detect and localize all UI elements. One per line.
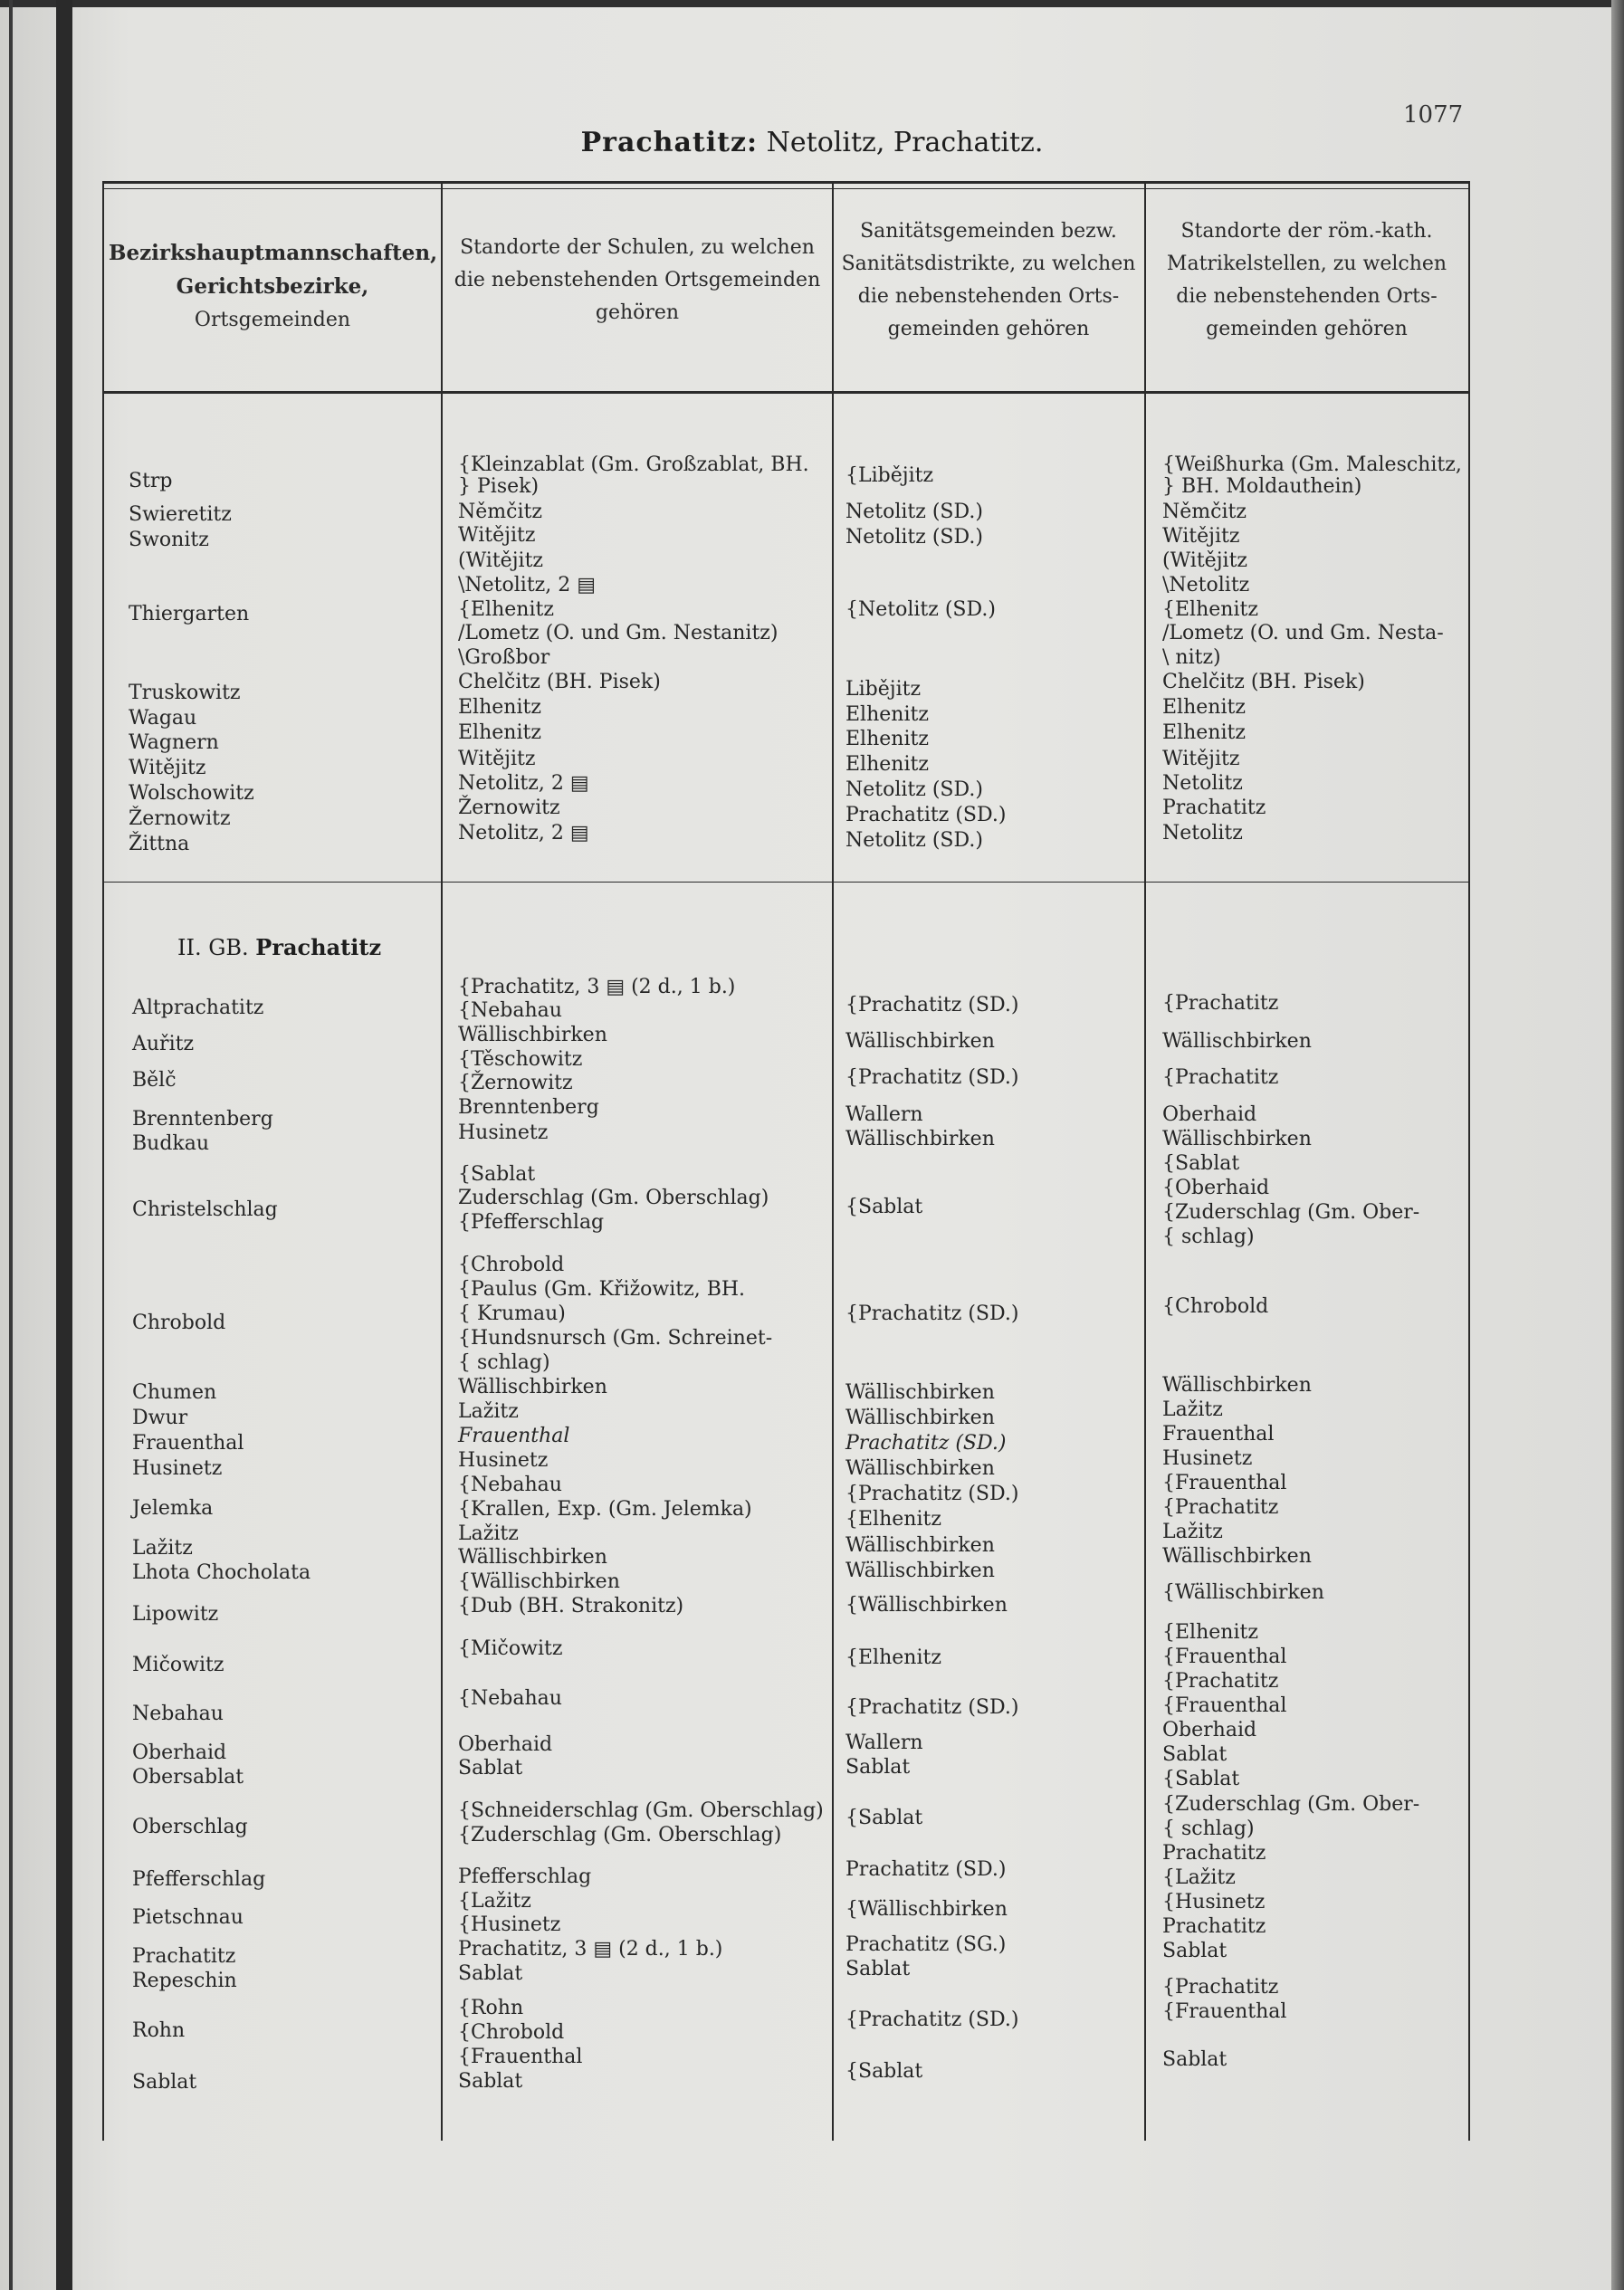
- cell-c2-19: Wällischbirken: [845, 1407, 995, 1429]
- cell-c3-45: {Lažitz: [1162, 1866, 1236, 1889]
- cell-c1-51: Sablat: [458, 1962, 523, 1985]
- cell-c3-49: {Prachatitz: [1162, 1976, 1279, 1999]
- cell-c1-26: {Chrobold: [458, 1254, 565, 1276]
- column-rule-3: [1144, 181, 1146, 2141]
- cell-c2-8: Netolitz (SD.): [845, 778, 983, 801]
- cell-c2-5: Elhenitz: [845, 703, 929, 726]
- cell-c2-13: {Prachatitz (SD.): [845, 1066, 1019, 1089]
- column-rule-1: [441, 181, 443, 2141]
- cell-c2-37: {Sablat: [845, 2060, 923, 2083]
- cell-c1-17: {Nebahau: [458, 999, 562, 1022]
- cell-c3-27: Lažitz: [1162, 1398, 1223, 1421]
- header-0-line-2: Gerichtsbezirke,: [176, 274, 369, 299]
- cell-c0-20: Frauenthal: [132, 1432, 244, 1455]
- cell-c3-5: \Netolitz: [1162, 574, 1250, 596]
- cell-c0-36: Sablat: [132, 2071, 197, 2094]
- cell-c2-14: Wallern: [845, 1103, 923, 1126]
- cell-c1-1: } Pisek): [458, 475, 540, 498]
- header-2-line-1: Sanitätsgemeinden bezw.: [860, 220, 1117, 243]
- table-top-rule-thin: [102, 188, 1469, 189]
- cell-c3-21: {Sablat: [1162, 1152, 1240, 1175]
- header-0-line-1: Bezirkshauptmannschaften,: [109, 241, 438, 265]
- cell-c1-15: Netolitz, 2 ▤: [458, 822, 589, 844]
- cell-c1-23: {Sablat: [458, 1163, 536, 1186]
- cell-c3-19: Oberhaid: [1162, 1103, 1257, 1126]
- scan-edge-left-thin: [9, 0, 13, 2290]
- cell-c2-31: {Sablat: [845, 1807, 923, 1829]
- cell-c0-33: Prachatitz: [132, 1945, 236, 1968]
- cell-c3-18: {Prachatitz: [1162, 1066, 1279, 1089]
- header-3-line-2: Matrikelstellen, zu welchen: [1166, 253, 1447, 275]
- cell-c2-20: Prachatitz (SD.): [845, 1432, 1007, 1455]
- cell-c1-0: {Kleinzablat (Gm. Großzablat, BH.: [458, 453, 809, 476]
- cell-c3-32: Lažitz: [1162, 1521, 1223, 1543]
- cell-c1-4: (Witějitz: [458, 549, 543, 572]
- cell-c2-23: {Elhenitz: [845, 1508, 941, 1531]
- cell-c1-30: { schlag): [458, 1351, 550, 1374]
- cell-c1-25: {Pfefferschlag: [458, 1211, 605, 1234]
- cell-c1-10: Elhenitz: [458, 696, 541, 719]
- cell-c3-38: {Frauenthal: [1162, 1694, 1287, 1717]
- cell-c0-31: Pfefferschlag: [132, 1868, 266, 1891]
- table-top-rule: [102, 181, 1469, 184]
- cell-c2-4: Liběјitz: [845, 678, 922, 701]
- cell-c0-26: Mičowitz: [132, 1654, 224, 1676]
- header-3-line-4: gemeinden gehören: [1206, 318, 1408, 340]
- cell-c3-7: /Lometz (O. und Gm. Nesta-: [1162, 622, 1444, 644]
- page-number: 1077: [1403, 101, 1464, 129]
- cell-c3-51: Sablat: [1162, 2048, 1228, 2071]
- cell-c1-48: {Lažitz: [458, 1890, 531, 1913]
- cell-c1-55: Sablat: [458, 2070, 523, 2093]
- cell-c1-3: Witějitz: [458, 524, 536, 547]
- cell-c3-43: { schlag): [1162, 1818, 1255, 1840]
- cell-c3-2: Němčitz: [1162, 501, 1247, 523]
- header-3-line-1: Standorte der röm.-kath.: [1180, 220, 1433, 243]
- cell-c0-4: Truskowitz: [129, 682, 241, 704]
- cell-c1-21: Brenntenberg: [458, 1096, 599, 1119]
- cell-c0-18: Chumen: [132, 1381, 217, 1404]
- cell-c3-23: {Zuderschlag (Gm. Ober-: [1162, 1201, 1420, 1224]
- cell-c3-10: Elhenitz: [1162, 696, 1246, 719]
- cell-c0-27: Nebahau: [132, 1703, 224, 1725]
- cell-c2-9: Prachatitz (SD.): [845, 804, 1007, 826]
- cell-c0-34: Repeschin: [132, 1970, 237, 1992]
- cell-c2-0: {Liběјitz: [845, 464, 934, 487]
- cell-c2-30: Sablat: [845, 1756, 911, 1779]
- cell-c3-44: Prachatitz: [1162, 1842, 1266, 1865]
- cell-c3-46: {Husinetz: [1162, 1891, 1266, 1913]
- cell-c2-22: {Prachatitz (SD.): [845, 1483, 1019, 1505]
- cell-c2-26: {Wällischbirken: [845, 1594, 1008, 1617]
- cell-c1-32: Lažitz: [458, 1400, 519, 1423]
- cell-c1-16: {Prachatitz, 3 ▤ (2 d., 1 b.): [458, 976, 736, 998]
- cell-c1-20: {Žernowitz: [458, 1072, 573, 1094]
- cell-c1-46: {Zuderschlag (Gm. Oberschlag): [458, 1824, 782, 1846]
- cell-c2-1: Netolitz (SD.): [845, 501, 983, 523]
- cell-c1-18: Wällischbirken: [458, 1024, 607, 1046]
- cell-c3-30: {Frauenthal: [1162, 1472, 1287, 1494]
- cell-c1-7: /Lometz (O. und Gm. Nestanitz): [458, 622, 779, 644]
- cell-c1-13: Netolitz, 2 ▤: [458, 772, 589, 795]
- cell-c3-9: Chelčitz (BH. Pisek): [1162, 671, 1365, 693]
- column-rule-left: [102, 181, 104, 2141]
- cell-c1-49: {Husinetz: [458, 1913, 561, 1936]
- cell-c2-21: Wällischbirken: [845, 1457, 995, 1480]
- cell-c0-7: Witějitz: [129, 757, 206, 779]
- cell-c3-16: {Prachatitz: [1162, 992, 1279, 1015]
- cell-c1-36: {Krallen, Exp. (Gm. Jelemka): [458, 1498, 752, 1521]
- cell-c3-47: Prachatitz: [1162, 1915, 1266, 1938]
- section-prefix: II. GB.: [177, 935, 256, 960]
- cell-c2-35: Sablat: [845, 1958, 911, 1980]
- cell-c2-34: Prachatitz (SG.): [845, 1933, 1007, 1956]
- cell-c0-5: Wagau: [129, 707, 197, 730]
- cell-c0-3: Thiergarten: [129, 603, 250, 625]
- scan-edge-left: [56, 0, 72, 2290]
- cell-c1-11: Elhenitz: [458, 721, 541, 744]
- cell-c3-25: {Chrobold: [1162, 1295, 1269, 1318]
- column-rule-2: [832, 181, 834, 2141]
- cell-c1-54: {Frauenthal: [458, 2046, 583, 2068]
- cell-c2-2: Netolitz (SD.): [845, 526, 983, 549]
- cell-c3-41: {Sablat: [1162, 1768, 1240, 1790]
- cell-c1-47: Pfefferschlag: [458, 1865, 592, 1888]
- subsection-rule: [102, 882, 1469, 883]
- section-title: [177, 934, 381, 960]
- cell-c1-19: {Těschowitz: [458, 1048, 583, 1071]
- cell-c0-11: Altprachatitz: [132, 997, 264, 1019]
- cell-c3-50: {Frauenthal: [1162, 2000, 1287, 2023]
- cell-c1-44: Sablat: [458, 1757, 523, 1780]
- cell-c3-14: Prachatitz: [1162, 797, 1266, 819]
- section-name: Prachatitz: [255, 934, 382, 960]
- cell-c1-34: Husinetz: [458, 1449, 549, 1472]
- cell-c1-39: {Wällischbirken: [458, 1570, 620, 1593]
- cell-c0-29: Obersablat: [132, 1766, 244, 1789]
- cell-c1-37: Lažitz: [458, 1522, 519, 1545]
- cell-c3-35: {Elhenitz: [1162, 1621, 1258, 1644]
- cell-c3-39: Oberhaid: [1162, 1719, 1257, 1741]
- cell-c1-33: Frauenthal: [458, 1425, 570, 1447]
- cell-c2-24: Wällischbirken: [845, 1534, 995, 1557]
- cell-c0-17: Chrobold: [132, 1312, 226, 1334]
- cell-c1-40: {Dub (BH. Strakonitz): [458, 1595, 684, 1617]
- cell-c3-37: {Prachatitz: [1162, 1670, 1279, 1693]
- cell-c3-0: {Weißhurka (Gm. Maleschitz,: [1162, 453, 1462, 476]
- cell-c2-3: {Netolitz (SD.): [845, 598, 996, 621]
- cell-c3-36: {Frauenthal: [1162, 1646, 1287, 1668]
- cell-c0-10: Žittna: [129, 833, 190, 855]
- cell-c3-8: \ nitz): [1162, 646, 1221, 669]
- cell-c1-5: \Netolitz, 2 ▤: [458, 574, 597, 596]
- cell-c0-30: Oberschlag: [132, 1816, 248, 1838]
- cell-c0-22: Jelemka: [132, 1497, 214, 1520]
- cell-c3-22: {Oberhaid: [1162, 1177, 1270, 1199]
- cell-c3-6: {Elhenitz: [1162, 598, 1258, 621]
- cell-c1-24: Zuderschlag (Gm. Oberschlag): [458, 1187, 769, 1209]
- cell-c3-20: Wällischbirken: [1162, 1128, 1312, 1150]
- running-head: [0, 127, 1624, 158]
- cell-c0-28: Oberhaid: [132, 1741, 227, 1764]
- cell-c0-8: Wolschowitz: [129, 782, 254, 805]
- cell-c2-15: Wällischbirken: [845, 1128, 995, 1150]
- cell-c1-50: Prachatitz, 3 ▤ (2 d., 1 b.): [458, 1938, 723, 1961]
- cell-c3-4: (Witějitz: [1162, 549, 1247, 572]
- cell-c1-38: Wällischbirken: [458, 1546, 607, 1569]
- cell-c2-6: Elhenitz: [845, 728, 929, 750]
- cell-c0-1: Swieretitz: [129, 503, 232, 526]
- cell-c2-29: Wallern: [845, 1732, 923, 1754]
- cell-c0-16: Christelschlag: [132, 1198, 278, 1221]
- cell-c1-53: {Chrobold: [458, 2021, 565, 2044]
- cell-c0-32: Pietschnau: [132, 1906, 244, 1929]
- header-bottom-rule: [102, 391, 1469, 394]
- scan-edge-top: [0, 0, 1624, 7]
- cell-c2-18: Wällischbirken: [845, 1381, 995, 1404]
- cell-c2-28: {Prachatitz (SD.): [845, 1696, 1019, 1719]
- cell-c3-42: {Zuderschlag (Gm. Ober-: [1162, 1793, 1420, 1816]
- cell-c1-22: Husinetz: [458, 1121, 549, 1144]
- cell-c3-13: Netolitz: [1162, 772, 1243, 795]
- header-2-line-4: gemeinden gehören: [887, 318, 1090, 340]
- cell-c0-14: Brenntenberg: [132, 1108, 273, 1131]
- column-header-3: [1146, 215, 1467, 346]
- header-2-line-2: Sanitätsdistrikte, zu welchen: [841, 253, 1136, 275]
- cell-c3-12: Witějitz: [1162, 748, 1240, 770]
- cell-c0-15: Budkau: [132, 1132, 210, 1155]
- header-1-line-3: gehören: [595, 301, 680, 324]
- cell-c2-16: {Sablat: [845, 1196, 923, 1218]
- cell-c1-41: {Mičowitz: [458, 1637, 563, 1660]
- column-header-1: [444, 232, 831, 329]
- cell-c0-19: Dwur: [132, 1407, 188, 1429]
- cell-c1-29: {Hundsnursch (Gm. Schreinet-: [458, 1327, 773, 1350]
- cell-c3-33: Wällischbirken: [1162, 1545, 1312, 1568]
- cell-c1-52: {Rohn: [458, 1997, 524, 2019]
- cell-c3-1: } BH. Moldauthein): [1162, 475, 1362, 498]
- column-header-0: [109, 237, 436, 337]
- cell-c3-28: Frauenthal: [1162, 1423, 1275, 1446]
- header-1-line-1: Standorte der Schulen, zu welchen: [460, 236, 815, 259]
- cell-c3-15: Netolitz: [1162, 822, 1243, 844]
- cell-c0-25: Lipowitz: [132, 1603, 219, 1626]
- cell-c2-32: Prachatitz (SD.): [845, 1858, 1007, 1881]
- cell-c2-11: {Prachatitz (SD.): [845, 994, 1019, 1016]
- cell-c1-35: {Nebahau: [458, 1474, 562, 1496]
- cell-c2-17: {Prachatitz (SD.): [845, 1302, 1019, 1325]
- cell-c3-31: {Prachatitz: [1162, 1496, 1279, 1519]
- cell-c0-35: Rohn: [132, 2019, 186, 2042]
- cell-c2-10: Netolitz (SD.): [845, 829, 983, 852]
- cell-c1-8: \Großbor: [458, 646, 550, 669]
- cell-c1-43: Oberhaid: [458, 1733, 553, 1756]
- cell-c2-27: {Elhenitz: [845, 1646, 941, 1669]
- cell-c2-7: Elhenitz: [845, 753, 929, 776]
- cell-c0-13: Bělč: [132, 1069, 177, 1092]
- header-1-line-2: die nebenstehenden Ortsgemeinden: [454, 269, 821, 291]
- cell-c3-11: Elhenitz: [1162, 721, 1246, 744]
- cell-c3-40: Sablat: [1162, 1743, 1228, 1766]
- header-0-line-3: Ortsgemeinden: [194, 309, 351, 331]
- cell-c1-6: {Elhenitz: [458, 598, 554, 621]
- cell-c0-23: Lažitz: [132, 1537, 193, 1560]
- cell-c0-12: Auřitz: [132, 1033, 195, 1055]
- header-3-line-3: die nebenstehenden Orts-: [1176, 285, 1438, 308]
- cell-c2-36: {Prachatitz (SD.): [845, 2009, 1019, 2031]
- cell-c2-33: {Wällischbirken: [845, 1898, 1008, 1921]
- cell-c3-26: Wällischbirken: [1162, 1374, 1312, 1397]
- header-2-line-3: die nebenstehenden Orts-: [857, 285, 1120, 308]
- cell-c3-3: Witějitz: [1162, 525, 1240, 548]
- cell-c0-24: Lhota Chocholata: [132, 1561, 311, 1584]
- cell-c1-27: {Paulus (Gm. Křižowitz, BH.: [458, 1278, 746, 1301]
- cell-c1-31: Wällischbirken: [458, 1376, 607, 1398]
- running-head-bold: Prachatitz:: [580, 127, 759, 158]
- cell-c3-17: Wällischbirken: [1162, 1030, 1312, 1053]
- cell-c3-24: { schlag): [1162, 1226, 1255, 1248]
- cell-c1-2: Němčitz: [458, 501, 542, 523]
- cell-c3-48: Sablat: [1162, 1940, 1228, 1962]
- cell-c2-12: Wällischbirken: [845, 1030, 995, 1053]
- cell-c1-12: Witějitz: [458, 748, 536, 770]
- cell-c0-2: Swonitz: [129, 529, 209, 551]
- cell-c1-45: {Schneiderschlag (Gm. Oberschlag): [458, 1799, 824, 1822]
- cell-c3-34: {Wällischbirken: [1162, 1581, 1324, 1604]
- cell-c1-42: {Nebahau: [458, 1687, 562, 1710]
- cell-c1-14: Žernowitz: [458, 797, 560, 819]
- cell-c1-9: Chelčitz (BH. Pisek): [458, 671, 661, 693]
- scan-edge-right: [1611, 0, 1624, 2290]
- column-rule-right: [1468, 181, 1470, 2141]
- cell-c0-21: Husinetz: [132, 1457, 223, 1480]
- cell-c0-0: Strp: [129, 470, 173, 492]
- cell-c1-28: { Krumau): [458, 1302, 566, 1325]
- cell-c0-9: Žernowitz: [129, 807, 231, 830]
- cell-c3-29: Husinetz: [1162, 1447, 1253, 1470]
- running-head-rest: Netolitz, Prachatitz.: [758, 127, 1044, 158]
- column-header-2: [834, 215, 1143, 346]
- cell-c2-25: Wällischbirken: [845, 1560, 995, 1582]
- cell-c0-6: Wagnern: [129, 731, 219, 754]
